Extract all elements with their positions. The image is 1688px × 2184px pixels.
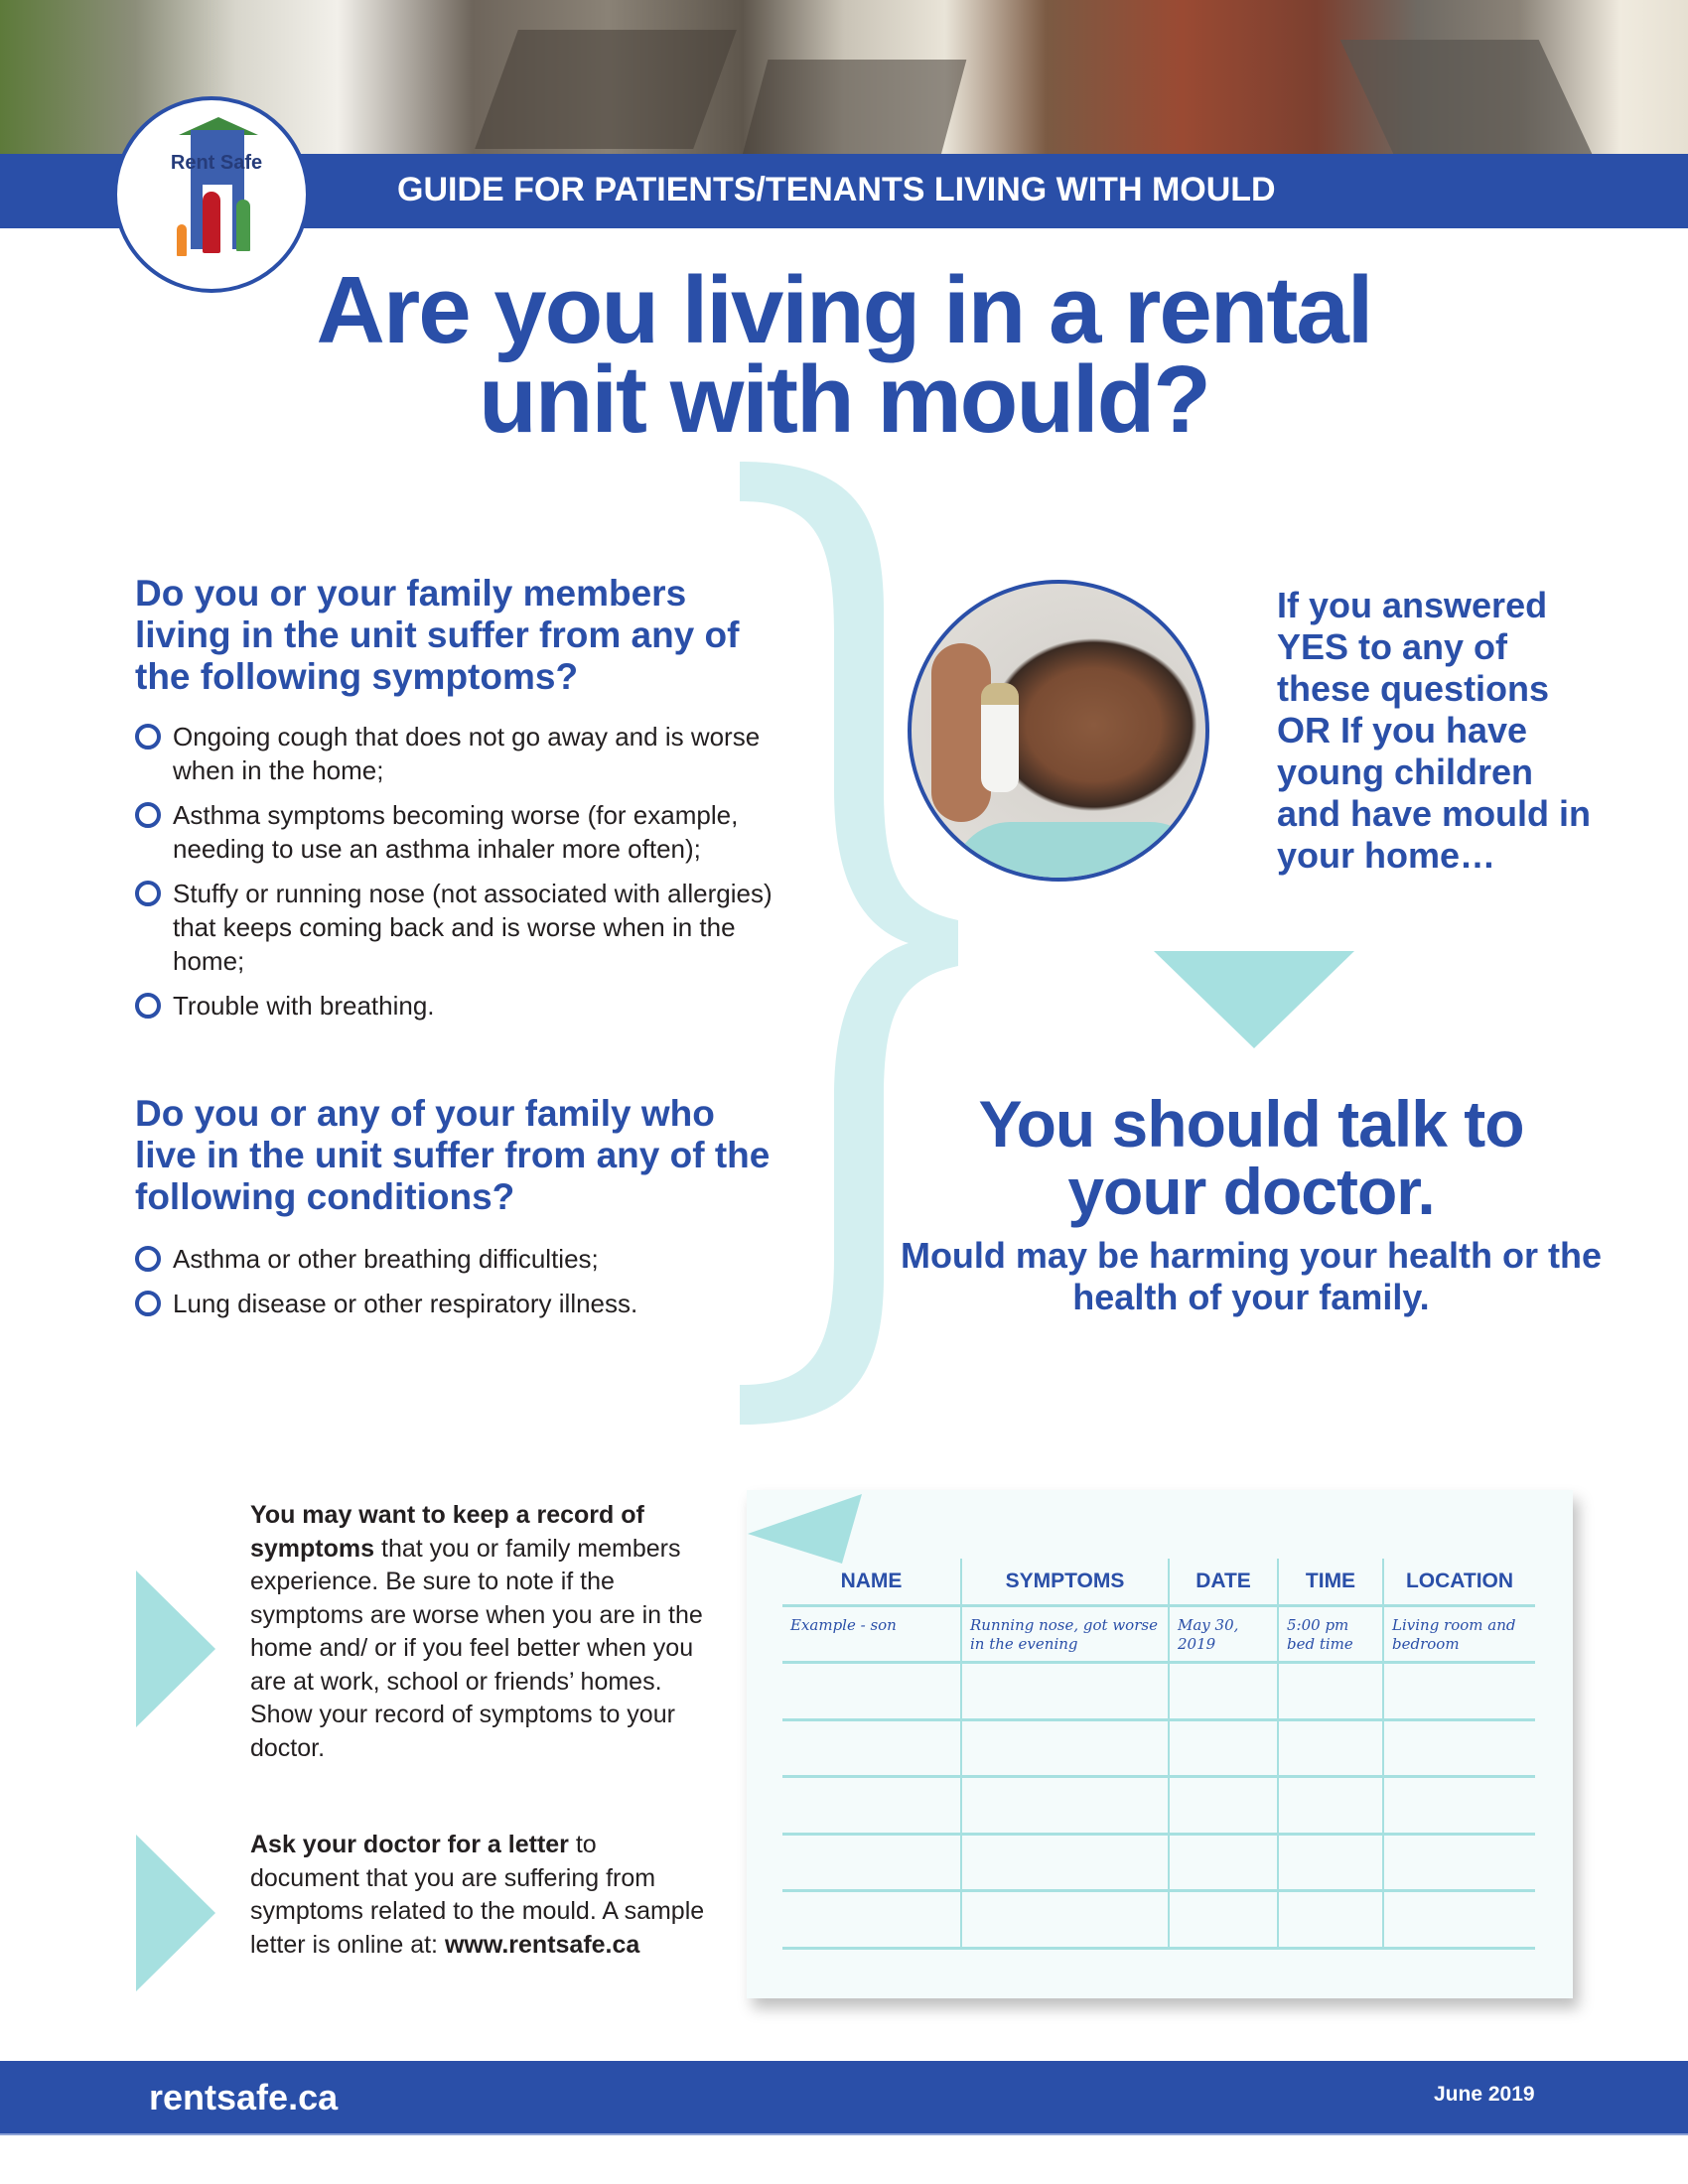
- table-cell[interactable]: [1383, 1719, 1535, 1777]
- table-cell[interactable]: [1278, 1719, 1383, 1777]
- right-arrow-icon: [136, 1835, 215, 1991]
- circle-bullet-icon: [135, 1246, 161, 1272]
- circle-bullet-icon: [135, 993, 161, 1019]
- page-fold-icon: [743, 1489, 862, 1569]
- table-cell[interactable]: [782, 1663, 961, 1720]
- table-cell[interactable]: [1278, 1663, 1383, 1720]
- talk-to-doctor-subtext: Mould may be harming your health or the health of your family.: [900, 1235, 1603, 1317]
- table-cell[interactable]: [1383, 1891, 1535, 1949]
- table-cell: Example - son: [782, 1605, 961, 1663]
- circle-bullet-icon: [135, 802, 161, 828]
- table-cell: Running nose, got worse in the evening: [961, 1605, 1169, 1663]
- table-row: [782, 1605, 1535, 1663]
- rentsafe-logo: [113, 96, 310, 293]
- doctor-letter-text: Ask your doctor for a letter to document that you are suffering from symptoms related to the mould. A sample letter is online at: www.rentsafe.ca: [250, 1831, 705, 1959]
- table-cell: 5:00 pm bed time: [1278, 1605, 1383, 1663]
- table-cell[interactable]: [1169, 1891, 1278, 1949]
- right-arrow-icon: [136, 1570, 215, 1727]
- table-row: [782, 1663, 1535, 1720]
- table-row: [782, 1719, 1535, 1777]
- table-cell[interactable]: [1383, 1663, 1535, 1720]
- table-cell[interactable]: [961, 1719, 1169, 1777]
- table-cell[interactable]: [1383, 1834, 1535, 1891]
- table-cell[interactable]: [961, 1834, 1169, 1891]
- column-header-location: LOCATION: [1383, 1559, 1535, 1605]
- table-cell[interactable]: [1169, 1834, 1278, 1891]
- record-symptoms-text: You may want to keep a record of symptoms that you or family members experience. Be sure to note if the symptoms are worse when you are in the home and/ or if you feel better when you are at work, school or friends’ homes. Show your record of symptoms to your doctor.: [250, 1501, 703, 1762]
- table-cell: Living room and bedroom: [1383, 1605, 1535, 1663]
- table-cell[interactable]: [961, 1663, 1169, 1720]
- inhaler-icon: [981, 683, 1019, 792]
- table-cell[interactable]: [1278, 1777, 1383, 1835]
- if-yes-text: If you answered YES to any of these questions OR If you have young children and have mould in your home…: [1277, 585, 1592, 876]
- footer-date: June 2019: [1434, 2083, 1535, 2106]
- logo-text: Rent Safe: [170, 152, 263, 174]
- symptoms-heading: Do you or your family members living in the unit suffer from any of the following symptoms?: [135, 573, 740, 697]
- list-item: Lung disease or other respiratory illness.: [135, 1287, 790, 1320]
- table-cell[interactable]: [782, 1834, 961, 1891]
- table-cell[interactable]: [1278, 1891, 1383, 1949]
- table-cell[interactable]: [961, 1891, 1169, 1949]
- page-title: Are you living in a rental unit with mould?: [316, 257, 1372, 453]
- rentsafe-link[interactable]: www.rentsafe.ca: [444, 1930, 640, 1959]
- symptom-log-table: [782, 1559, 1535, 1950]
- table-cell[interactable]: [1383, 1777, 1535, 1835]
- list-item: Trouble with breathing.: [135, 989, 790, 1023]
- table-cell[interactable]: [961, 1777, 1169, 1835]
- logo-child-figure-icon: [177, 224, 187, 256]
- circle-bullet-icon: [135, 1291, 161, 1316]
- table-cell[interactable]: [1278, 1834, 1383, 1891]
- table-row: [782, 1834, 1535, 1891]
- table-cell[interactable]: [1169, 1719, 1278, 1777]
- table-cell[interactable]: [782, 1719, 961, 1777]
- list-item: Asthma or other breathing difficulties;: [135, 1242, 790, 1276]
- table-cell[interactable]: [1169, 1663, 1278, 1720]
- conditions-list: [135, 1242, 790, 1331]
- table-cell[interactable]: [1169, 1777, 1278, 1835]
- column-header-name: NAME: [840, 1569, 903, 1592]
- list-item: Asthma symptoms becoming worse (for example, needing to use an asthma inhaler more often);: [135, 798, 790, 866]
- symptoms-list: [135, 720, 790, 1033]
- child-with-inhaler-photo: [908, 580, 1209, 882]
- column-header-time: TIME: [1278, 1559, 1383, 1605]
- footer-site-link[interactable]: rentsafe.ca: [149, 2077, 339, 2117]
- table-cell[interactable]: [782, 1891, 961, 1949]
- circle-bullet-icon: [135, 881, 161, 906]
- logo-elder-figure-icon: [236, 200, 250, 251]
- conditions-heading: Do you or any of your family who live in the unit suffer from any of the following conditions?: [135, 1093, 771, 1217]
- list-item: Stuffy or running nose (not associated with allergies) that keeps coming back and is worse when in the home;: [135, 877, 790, 978]
- table-row: [782, 1777, 1535, 1835]
- column-header-date: DATE: [1169, 1559, 1278, 1605]
- guide-title: GUIDE FOR PATIENTS/TENANTS LIVING WITH MOULD: [397, 171, 1276, 208]
- talk-to-doctor-heading: You should talk to your doctor.: [978, 1087, 1524, 1228]
- table-cell: May 30, 2019: [1169, 1605, 1278, 1663]
- table-cell[interactable]: [782, 1777, 961, 1835]
- table-row: [782, 1891, 1535, 1949]
- column-header-symptoms: SYMPTOMS: [961, 1559, 1169, 1605]
- logo-adult-figure-icon: [203, 192, 220, 253]
- list-item: Ongoing cough that does not go away and is worse when in the home;: [135, 720, 790, 787]
- circle-bullet-icon: [135, 724, 161, 750]
- down-arrow-icon: [1154, 951, 1354, 1048]
